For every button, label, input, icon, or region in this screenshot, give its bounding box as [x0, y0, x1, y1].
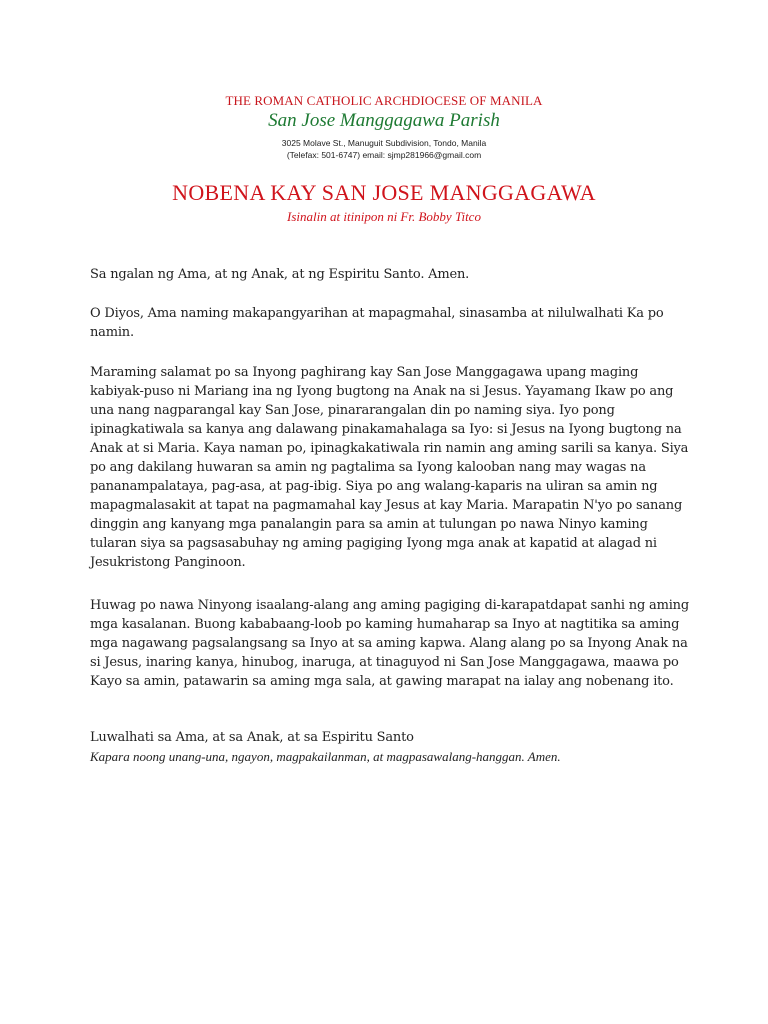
- thanksgiving-paragraph: [90, 363, 690, 572]
- paragraph-text: Kapara noong unang-una, ngayon, magpakailanman, at magpasawalang-hanggan. Amen.: [90, 749, 561, 764]
- contact-line: (Telefax: 501-6747) email: sjmp281966@gmail.com: [286, 150, 482, 160]
- adoration-paragraph: [90, 304, 690, 342]
- paragraph-text: O Diyos, Ama naming makapangyarihan at mapagmahal, sinasamba at nilulwalhati Ka po namin.: [90, 306, 664, 340]
- parish-address: [0, 137, 768, 161]
- document-subtitle: Isinalin at itinipon ni Fr. Bobby Titco: [287, 209, 481, 224]
- document-title: NOBENA KAY SAN JOSE MANGGAGAWA: [172, 180, 596, 205]
- invocation-paragraph: [90, 265, 690, 284]
- archdiocese-heading: THE ROMAN CATHOLIC ARCHDIOCESE OF MANILA: [225, 93, 543, 108]
- address-line: 3025 Molave St., Manuguit Subdivision, Tondo, Manila: [281, 138, 487, 148]
- glory-be-response: [90, 747, 690, 766]
- glory-be-line: [90, 728, 690, 747]
- parish-name: San Jose Manggagawa Parish: [268, 110, 500, 131]
- paragraph-text: Luwalhati sa Ama, at sa Anak, at sa Espiritu Santo: [90, 730, 414, 745]
- paragraph-text: Huwag po nawa Ninyong isaalang-alang ang aming pagiging di-karapatdapat sanhi ng aming mga kasalanan. Buong kababaang-loob po kaming humaharap sa Inyo at nagtitika sa aming mga nagawang pagsalangsang sa Inyo at sa aming kapwa. Alang alang po sa Inyong Anak na si Jesus, inaring kanya, hinubog, inaruga, at tinaguyod ni San Jose Manggagawa, maawa po Kayo sa amin, patawarin sa aming mga sala, at gawing marapat na ialay ang nobenang ito.: [90, 598, 689, 689]
- paragraph-text: Maraming salamat po sa Inyong paghirang kay San Jose Manggagawa upang maging kabiyak-puso ni Mariang ina ng Iyong bugtong na Anak na si Jesus. Yayamang Ikaw po ang una nang nagparangal kay San Jose, pinararangalan din po naming siya. Iyo pong ipinagkatiwala sa kanya ang dalawang pinakamahalaga sa Iyo: si Jesus na Iyong bugtong na Anak at si Maria. Kaya naman po, ipinagkakatiwala rin namin ang aming sarili sa kanya. Siya po ang dakilang huwaran sa amin ng pagtalima sa Iyong kalooban nang may wagas na pananampalataya, pag-asa, at pag-ibig. Siya po ang walang-kaparis na uliran sa amin ng mapagmalasakit at tapat na pagmamahal kay Jesus at kay Maria. Marapatin N'yo po sanang dinggin ang kanyang mga panalangin para sa amin at tulungan po nawa Ninyo kaming tularan siya sa pagsasabuhay ng aming pagiging Iyong mga anak at kapatid at alagad ni Jesukristong Panginoon.: [90, 365, 689, 570]
- paragraph-text: Sa ngalan ng Ama, at ng Anak, at ng Espiritu Santo. Amen.: [90, 267, 470, 282]
- petition-paragraph: [90, 596, 690, 691]
